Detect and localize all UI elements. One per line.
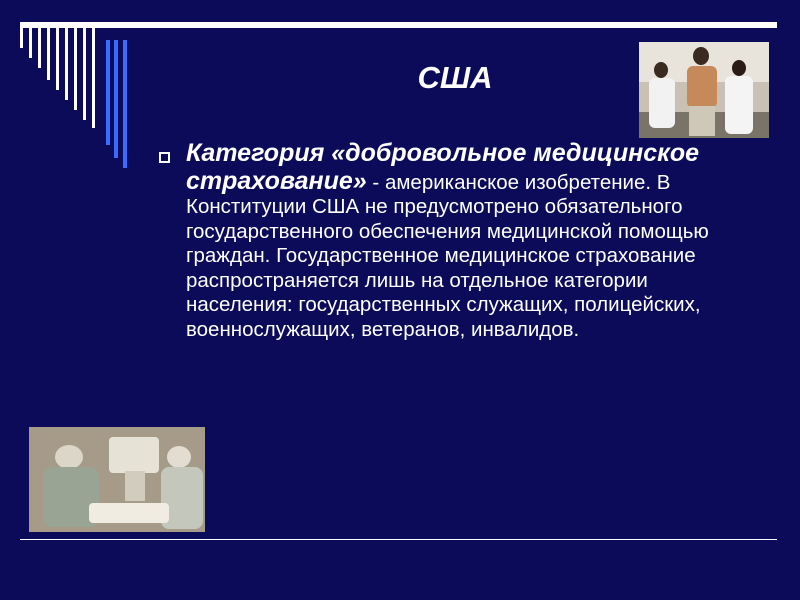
bullet-lead: Категория «добровольное медицинское страхование» bbox=[186, 139, 699, 195]
bullet-text bbox=[186, 140, 756, 342]
slide-title: США bbox=[417, 60, 493, 95]
bullet-square-icon bbox=[159, 152, 170, 163]
doctors-photo bbox=[639, 42, 769, 138]
surgery-photo bbox=[29, 427, 205, 532]
bottom-rule bbox=[20, 539, 777, 540]
decorative-stripes bbox=[20, 28, 140, 168]
bullet-dash: - bbox=[366, 170, 385, 194]
bullet-body: американское изобретение. В Конституции США не предусмотрено обязательного государственного обеспечения медицинской помощью граждан. Государственное медицинское страхование распространяется лишь на отдельное категории населения: государственных служащих, полицейских, военнослужащих, ветеранов, инвалидов. bbox=[186, 170, 709, 341]
